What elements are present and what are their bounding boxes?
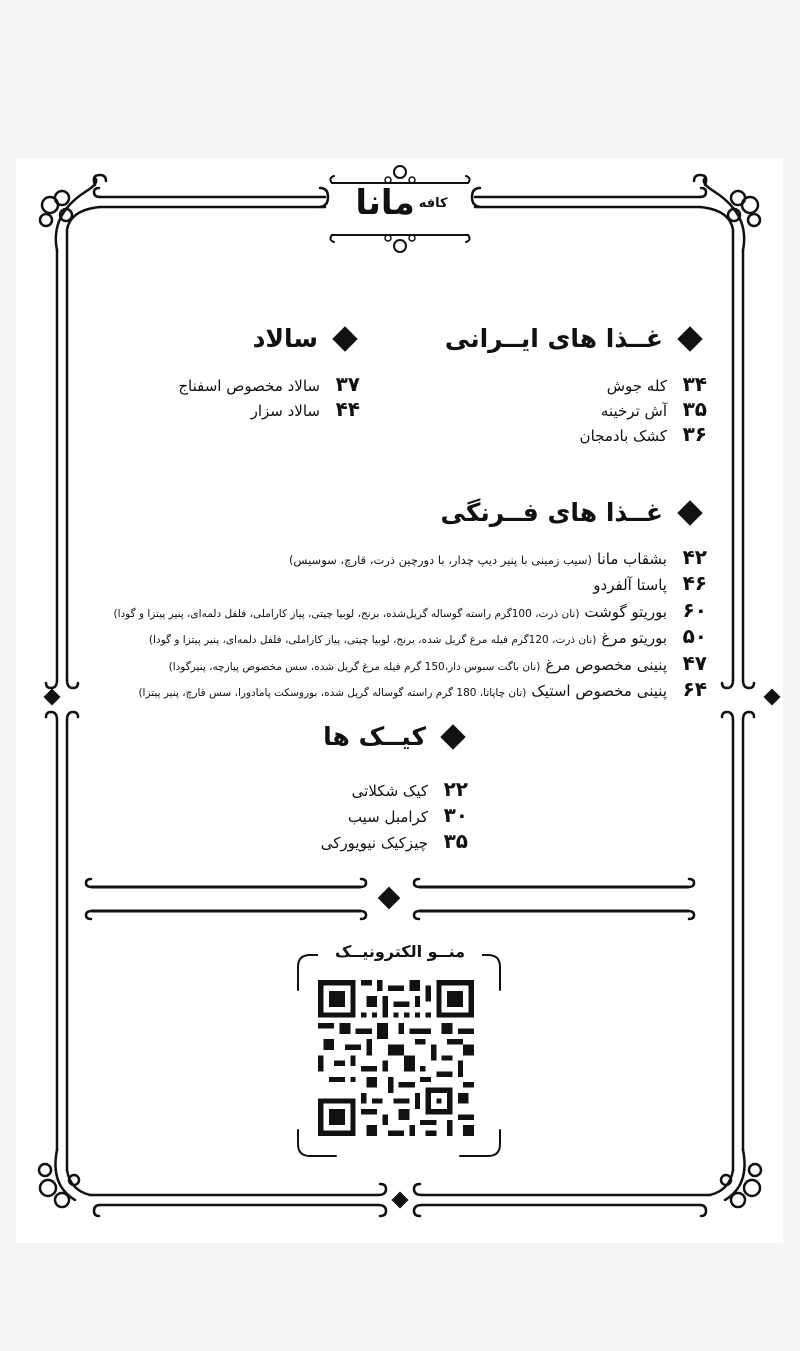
menu-item: ۴۶ پاستا آلفردو bbox=[593, 571, 707, 595]
section-title-cakes: کیــک ها bbox=[323, 722, 468, 751]
menu-item: ۴۲ بشقاب مانا (سیب زمینی با پنیر دیپ چدار، با دورچین ذرت، قارچ، سوسیس) bbox=[288, 545, 707, 569]
section-title-western: غــذا های فــرنگی bbox=[441, 498, 705, 527]
diamond-bullet-icon bbox=[677, 500, 702, 525]
menu-item: ۳۵ چیزکیک نیویورکی bbox=[320, 829, 468, 853]
diamond-bullet-icon bbox=[332, 326, 357, 351]
electronic-menu-title: منــو الکترونیــک bbox=[318, 942, 482, 961]
logo-sub-text: کافه bbox=[418, 195, 448, 211]
menu-item: ۵۰ بوریتو مرغ (نان ذرت، 120گرم فیله مرغ گریل شده، برنج، لوبیا چیتی، پیاز کاراملی، فلفل دلمه‌ای، پنیر پیتزا و گودا) bbox=[148, 624, 707, 648]
menu-item: ۶۰ بوریتو گوشت (نان ذرت، 100گرم راسته گوساله گریل‌شده، برنج، لوبیا چیتی، پیاز کاراملی، فلفل دلمه‌ای، پنیر پیتزا و گودا) bbox=[113, 598, 707, 622]
menu-item: ۳۷ سالاد مخصوص اسفناج bbox=[178, 372, 360, 396]
logo-main-text: مانا bbox=[355, 183, 415, 223]
menu-item: ۴۴ سالاد سزار bbox=[250, 397, 360, 421]
diamond-bullet-icon bbox=[677, 326, 702, 351]
menu-item: ۳۰ کرامبل سیب bbox=[347, 803, 468, 827]
menu-item: ۳۴ کله جوش bbox=[606, 372, 707, 396]
menu-item: ۶۴ پنینی مخصوص استیک (نان چاپاتا، 180 گرم راسته گوساله گریل شده، بوروسکت پامادورا، سس قارچ، پنیر پیتزا) bbox=[138, 677, 707, 701]
menu-item: ۴۷ پنینی مخصوص مرغ (نان باگت سبوس دار،150 گرم فیله مرغ گریل شده، سس مخصوص پیازچه، پنیرگودا) bbox=[168, 651, 707, 675]
section-title-salad: سالاد bbox=[253, 324, 360, 353]
diamond-bullet-icon bbox=[440, 724, 465, 749]
menu-item: ۳۵ آش ترخینه bbox=[600, 397, 707, 421]
section-title-iranian: غــذا های ایــرانی bbox=[445, 324, 705, 353]
menu-item: ۳۶ کشک بادمجان bbox=[579, 422, 707, 446]
cafe-logo bbox=[349, 178, 454, 228]
menu-item: ۲۲ کیک شکلاتی bbox=[351, 777, 468, 801]
qr-code-icon[interactable] bbox=[318, 980, 474, 1136]
